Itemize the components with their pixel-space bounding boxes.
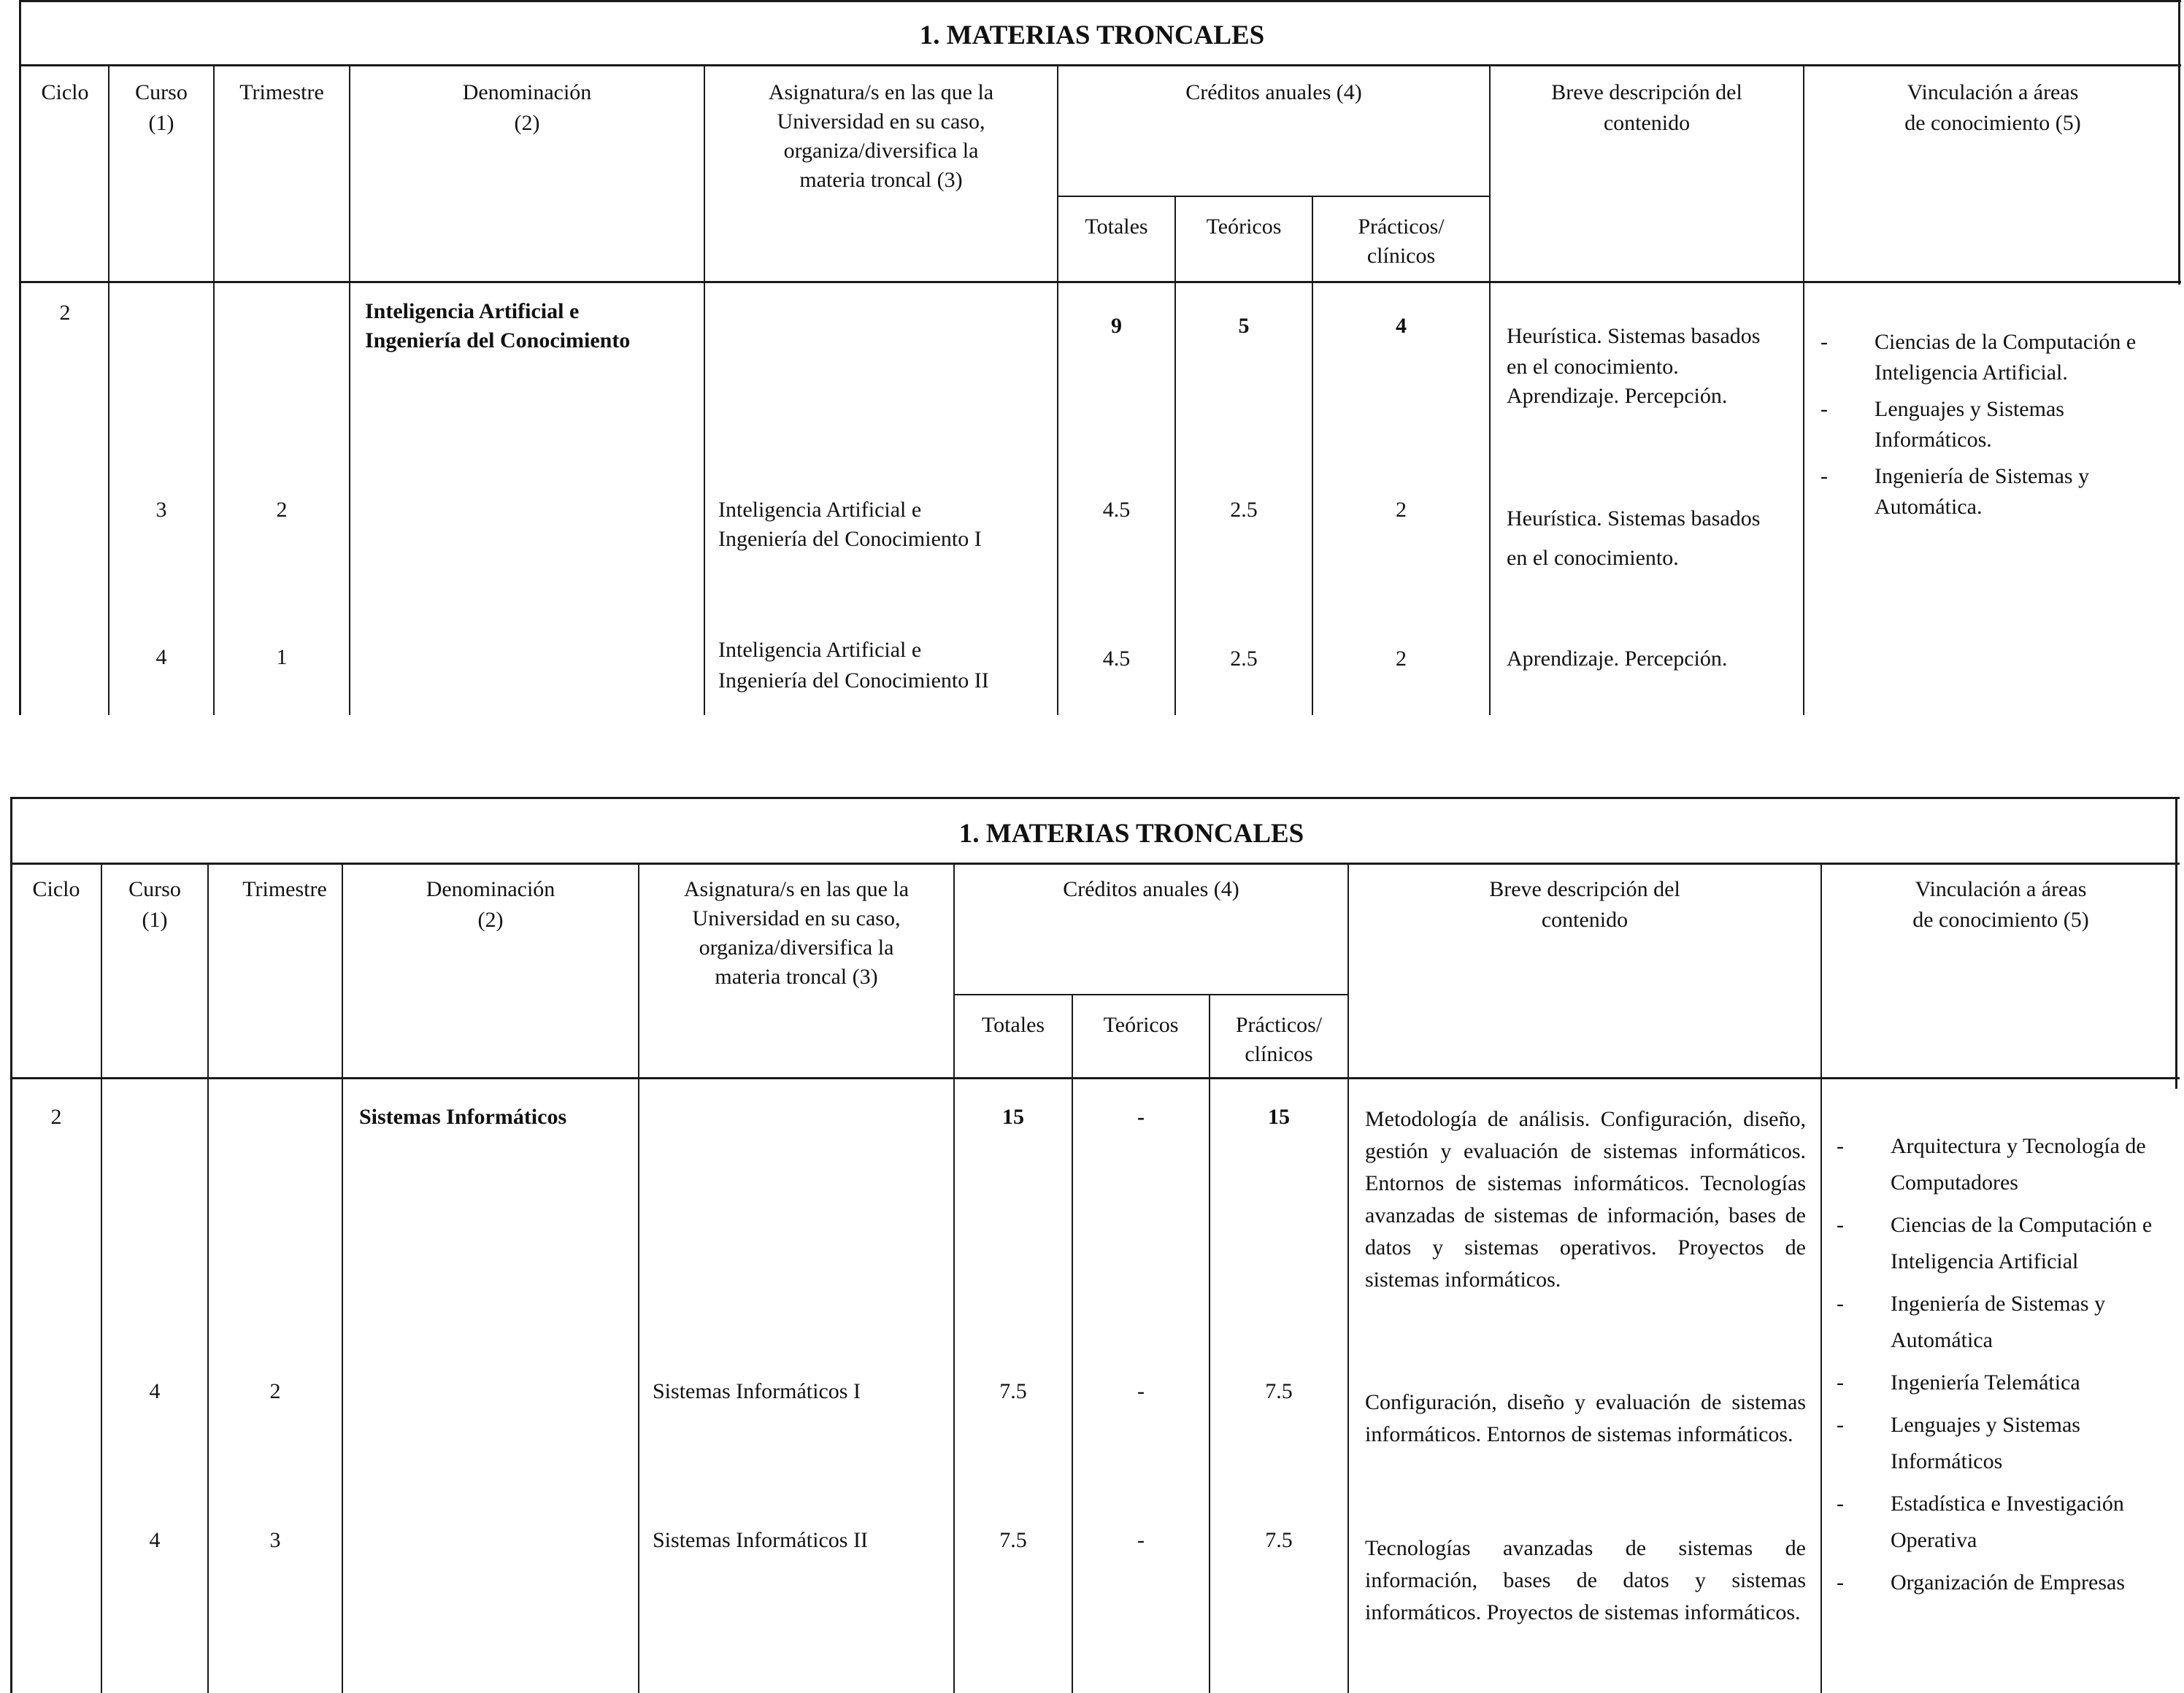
title-divider (10, 863, 2180, 865)
materias-troncales-table-2 (0, 797, 2184, 1693)
header-asignatura: Asignatura/s en las que la (683, 877, 910, 901)
vinculacion-item (1837, 1565, 2171, 1601)
header-descripcion: Breve descripción del (1551, 80, 1742, 104)
main-denominacion: Inteligencia Artificial e (365, 299, 580, 323)
row-asignatura: Ingeniería del Conocimiento I (718, 527, 982, 551)
row-trimestre: 2 (276, 498, 288, 522)
header-vinculacion: Vinculación a áreas (1907, 80, 2079, 104)
list-dash: - (1837, 1292, 1844, 1316)
row-practicos: 2 (1396, 498, 1407, 522)
col-divider (953, 864, 955, 1693)
list-dash: - (1820, 464, 1828, 488)
table-border-top (19, 0, 2181, 2)
header-vinculacion: de conocimiento (5) (1904, 111, 2081, 135)
header-denominacion-note: (2) (514, 111, 540, 135)
header-descripcion: contenido (1541, 908, 1629, 932)
row-asignatura: Inteligencia Artificial e (718, 638, 922, 662)
list-dash: - (1820, 330, 1828, 354)
header-denominacion: Denominación (426, 877, 555, 901)
row-descripcion: Heurística. Sistemas basados (1507, 506, 1761, 531)
vinculacion-text: Ciencias de la Computación e Inteligencia Artificial. (1875, 330, 2137, 385)
list-dash: - (1837, 1213, 1844, 1237)
vinculacion-item (1820, 394, 2168, 455)
main-totales: 15 (1002, 1105, 1024, 1129)
header-descripcion: contenido (1603, 111, 1691, 135)
header-teoricos: Teóricos (1206, 215, 1282, 239)
vinculacion-text: Ingeniería Telemática (1891, 1370, 2080, 1395)
header-vinculacion: de conocimiento (5) (1912, 908, 2089, 932)
col-divider (342, 864, 343, 1693)
list-dash: - (1837, 1570, 1844, 1594)
row-trimestre: 2 (269, 1379, 281, 1403)
list-dash: - (1837, 1370, 1844, 1395)
header-curso: Curso (135, 80, 188, 104)
main-denominacion: Ingeniería del Conocimiento (365, 328, 631, 352)
row-curso: 4 (155, 645, 167, 669)
vinculacion-item (1837, 1486, 2171, 1559)
header-curso: Curso (128, 877, 181, 901)
vinculacion-text: Lenguajes y Sistemas Informáticos. (1875, 397, 2064, 452)
row-totales: 7.5 (999, 1528, 1027, 1552)
header-creditos: Créditos anuales (4) (1063, 877, 1239, 901)
header-asignatura: materia troncal (3) (715, 965, 878, 989)
vinculacion-list (1837, 1128, 2171, 1607)
main-descripcion: en el conocimiento. (1507, 355, 1679, 379)
row-totales: 4.5 (1102, 647, 1131, 671)
table-title: 1. MATERIAS TRONCALES (919, 20, 1265, 50)
row-trimestre: 1 (276, 645, 288, 669)
table-title: 1. MATERIAS TRONCALES (958, 819, 1304, 849)
vinculacion-item (1820, 461, 2168, 522)
main-totales: 9 (1111, 314, 1122, 338)
col-divider (1489, 66, 1491, 715)
header-bottom-divider (10, 1077, 2180, 1079)
vinculacion-item (1837, 1407, 2171, 1480)
vinculacion-text: Arquitectura y Tecnología de Computadores (1891, 1134, 2146, 1195)
row-totales: 7.5 (999, 1379, 1027, 1403)
header-ciclo: Ciclo (41, 80, 89, 104)
row-descripcion: Configuración, diseño y evaluación de sistemas informáticos. Entornos de sistemas informáticos. (1365, 1390, 1806, 1446)
header-vinculacion: Vinculación a áreas (1915, 877, 2087, 901)
row-asignatura: Sistemas Informáticos II (653, 1528, 868, 1552)
vinculacion-list (1820, 327, 2168, 528)
table-border-left (10, 797, 12, 1693)
main-descripcion: Heurística. Sistemas basados (1507, 324, 1761, 348)
col-divider (1820, 864, 1822, 1693)
header-asignatura: materia troncal (3) (799, 168, 963, 192)
header-practicos: clínicos (1366, 244, 1436, 268)
main-practicos: 15 (1268, 1105, 1290, 1129)
header-curso-note: (1) (148, 111, 174, 135)
header-curso-note: (1) (142, 908, 168, 932)
creditos-subheader-divider (1057, 196, 1489, 197)
row-teoricos: 2.5 (1230, 647, 1258, 671)
header-denominacion-note: (2) (477, 908, 504, 932)
materias-troncales-table-1 (0, 0, 2184, 715)
main-teoricos: - (1137, 1105, 1145, 1129)
vinculacion-text: Lenguajes y Sistemas Informáticos (1891, 1413, 2080, 1473)
header-asignatura: Universidad en su caso, (692, 906, 901, 930)
main-practicos: 4 (1396, 314, 1407, 338)
main-denominacion: Sistemas Informáticos (359, 1105, 567, 1129)
creditos-subheader-divider (953, 994, 1347, 995)
header-denominacion: Denominación (462, 80, 592, 104)
main-teoricos: 5 (1238, 314, 1250, 338)
header-asignatura: Asignatura/s en las que la (768, 80, 994, 104)
row-practicos: 7.5 (1265, 1528, 1293, 1552)
col-divider (1174, 197, 1176, 715)
main-descripcion: Aprendizaje. Percepción. (1507, 384, 1728, 408)
header-practicos: clínicos (1245, 1042, 1313, 1066)
row-practicos: 2 (1396, 647, 1407, 671)
header-bottom-divider (19, 281, 2181, 283)
col-divider (1803, 66, 1804, 715)
row-descripcion: Tecnologías avanzadas de sistemas de información, bases de datos y sistemas informáticos. Proyectos de sistemas informáticos. (1365, 1536, 1806, 1624)
row-curso: 4 (149, 1528, 161, 1552)
list-dash: - (1820, 397, 1828, 421)
header-practicos: Prácticos/ (1235, 1013, 1323, 1037)
table-border-left (19, 0, 21, 715)
vinculacion-item (1837, 1286, 2171, 1359)
row-descripcion: Aprendizaje. Percepción. (1507, 647, 1728, 671)
col-divider (213, 66, 215, 715)
main-ciclo: 2 (59, 301, 71, 325)
row-curso: 4 (149, 1379, 161, 1403)
vinculacion-item (1837, 1207, 2171, 1280)
col-divider (1209, 995, 1210, 1693)
header-trimestre: Trimestre (242, 877, 327, 901)
header-creditos: Créditos anuales (4) (1185, 80, 1362, 104)
main-ciclo: 2 (50, 1105, 62, 1129)
row-asignatura: Inteligencia Artificial e (718, 498, 922, 522)
header-descripcion: Breve descripción del (1489, 877, 1680, 901)
vinculacion-text: Ingeniería de Sistemas y Automática (1891, 1292, 2106, 1352)
list-dash: - (1837, 1492, 1844, 1516)
header-asignatura: Universidad en su caso, (777, 109, 985, 134)
list-dash: - (1837, 1134, 1844, 1158)
vinculacion-text: Ingeniería de Sistemas y Automática. (1875, 464, 2090, 519)
vinculacion-item (1820, 327, 2168, 388)
header-teoricos: Teóricos (1103, 1013, 1179, 1037)
header-totales: Totales (1085, 215, 1148, 239)
col-divider (1072, 995, 1073, 1693)
vinculacion-text: Ciencias de la Computación e Inteligencia Artificial (1891, 1213, 2153, 1273)
row-trimestre: 3 (269, 1528, 281, 1552)
row-teoricos: 2.5 (1230, 498, 1258, 522)
table-border-top (10, 797, 2180, 799)
header-asignatura: organiza/diversifica la (699, 936, 894, 960)
row-descripcion: en el conocimiento. (1507, 546, 1679, 570)
vinculacion-text: Organización de Empresas (1891, 1570, 2125, 1594)
row-asignatura: Sistemas Informáticos I (653, 1379, 861, 1403)
row-practicos: 7.5 (1265, 1379, 1293, 1403)
col-divider (207, 864, 209, 1693)
header-practicos: Prácticos/ (1358, 215, 1445, 239)
header-totales: Totales (981, 1013, 1045, 1037)
col-divider (1057, 66, 1058, 715)
col-divider (108, 66, 109, 715)
list-dash: - (1837, 1413, 1844, 1437)
header-asignatura: organiza/diversifica la (783, 139, 979, 163)
col-divider (349, 66, 350, 715)
main-descripcion: Metodología de análisis. Configuración, diseño, gestión y evaluación de sistemas informáticos. Entornos de sistemas informáticos. Tecnologías avanzadas de sistemas de información, bases de datos y sistemas operativos. Proyectos de sistemas informáticos. (1365, 1107, 1806, 1292)
vinculacion-item (1837, 1365, 2171, 1401)
col-divider (1312, 197, 1313, 715)
row-totales: 4.5 (1102, 498, 1131, 522)
row-curso: 3 (155, 498, 167, 522)
vinculacion-item (1837, 1128, 2171, 1201)
row-teoricos: - (1137, 1528, 1145, 1552)
row-teoricos: - (1137, 1379, 1145, 1403)
vinculacion-text: Estadística e Investigación Operativa (1891, 1492, 2124, 1552)
header-ciclo: Ciclo (32, 877, 80, 901)
col-divider (1347, 864, 1349, 1693)
col-divider (101, 864, 102, 1693)
row-asignatura: Ingeniería del Conocimiento II (718, 668, 989, 693)
title-divider (19, 64, 2181, 66)
header-trimestre: Trimestre (239, 80, 324, 104)
